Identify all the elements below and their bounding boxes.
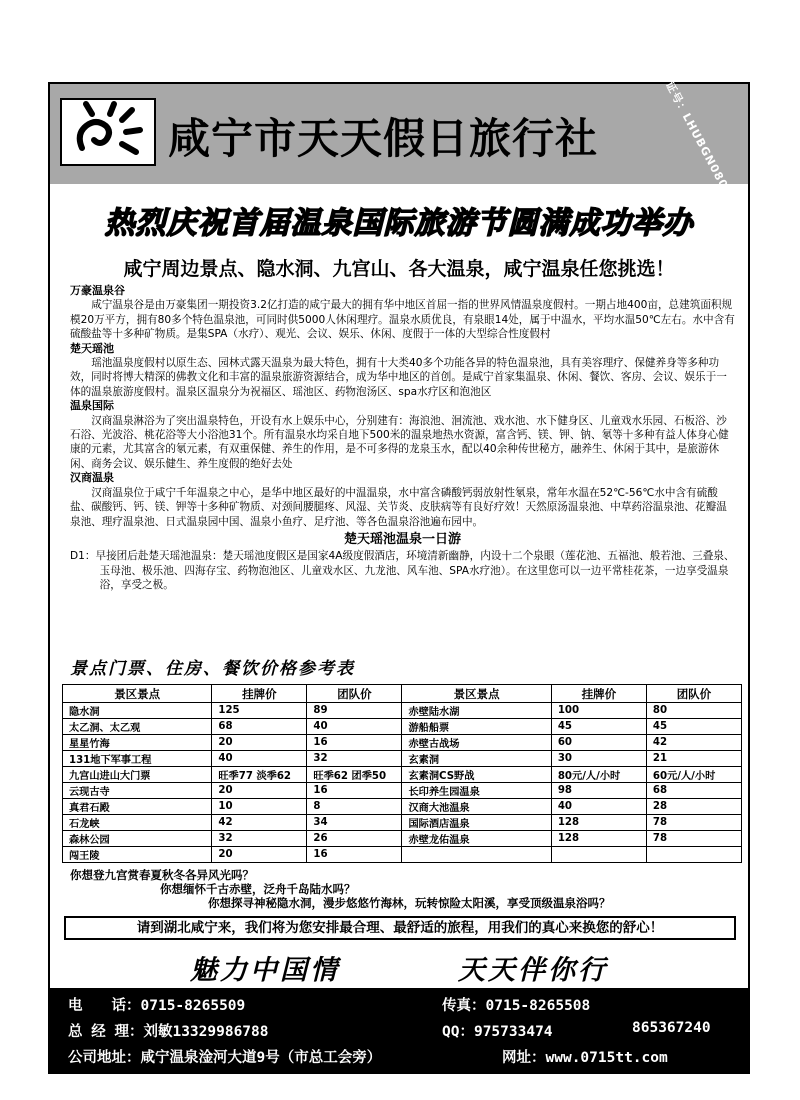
table-cell: 隐水洞	[63, 703, 212, 719]
day-tour-title: 楚天瑶池温泉一日游	[343, 531, 461, 547]
table-cell: 78	[646, 831, 741, 847]
price-table-title: 景点门票、住房、餐饮价格参考表	[70, 659, 355, 679]
table-cell: 45	[551, 719, 646, 735]
qq-line	[442, 1020, 553, 1041]
table-cell: 闯王陵	[63, 847, 212, 863]
table-cell: 国际酒店温泉	[402, 815, 551, 831]
manager-line	[68, 1020, 269, 1041]
table-cell: 42	[212, 815, 307, 831]
table-cell: 128	[551, 815, 646, 831]
table-cell: 68	[646, 783, 741, 799]
table-cell: 10	[212, 799, 307, 815]
table-cell: 20	[212, 847, 307, 863]
section-title: 温泉国际	[70, 399, 114, 413]
table-row	[63, 751, 742, 767]
table-cell: 汉商大池温泉	[402, 799, 551, 815]
section-text: 汉商温泉淋浴为了突出温泉特色，开设有水上娱乐中心，分别建有：海浪池、洄流池、戏水池、水下健身区、儿童戏水乐园、石板浴、沙石浴、光波浴、桃花浴等大小浴池31个。所有温泉水均采自地下500米的温泉地热水资源，富含钙、镁、钾、钠、氡等十多种有益人体身心健康的元素，尤其富含的氡元素，有双重保健、养生的作用，是不可多得的龙泉玉水，配以40余种传世秘方，融养生、休闲于其中，是旅游休闲、商务会议、娱乐健生、养生度假的绝好去处	[70, 414, 729, 470]
table-cell: 20	[212, 783, 307, 799]
table-cell: 游船船票	[402, 719, 551, 735]
section-international	[70, 399, 735, 471]
table-cell: 80元/人/小时	[551, 767, 646, 783]
column-header: 挂牌价	[212, 685, 307, 703]
contact-footer	[50, 988, 748, 1072]
day-tour-label: D1：	[70, 550, 96, 563]
table-cell: 玄素洞CS野战	[402, 767, 551, 783]
subtitle: 咸宁周边景点、隐水洞、九宫山、各大温泉，咸宁温泉任您挑选！	[123, 258, 675, 280]
table-cell: 125	[212, 703, 307, 719]
phone-number[interactable]: 0715-8265509	[140, 998, 246, 1014]
section-yaochi	[70, 342, 735, 400]
address: 咸宁温泉淦河大道9号（市总工会旁）	[140, 1050, 382, 1066]
table-cell: 30	[551, 751, 646, 767]
table-row	[63, 799, 742, 815]
column-header: 景区景点	[402, 685, 551, 703]
table-cell: 21	[646, 751, 741, 767]
section-title: 楚天瑶池	[70, 341, 114, 355]
promo-questions	[70, 868, 611, 910]
table-cell	[402, 847, 551, 863]
table-cell: 40	[212, 751, 307, 767]
invitation-box: 请到湖北咸宁来，我们将为您安排最合理、最舒适的旅程，用我们的真心来换您的舒心！	[64, 916, 736, 940]
section-title: 万豪温泉谷	[70, 284, 125, 297]
table-cell: 星星竹海	[63, 735, 212, 751]
phone-line	[68, 994, 245, 1015]
table-cell: 森林公园	[63, 831, 212, 847]
table-cell: 60	[551, 735, 646, 751]
festival-banner: 热烈庆祝首届温泉国际旅游节圆满成功举办	[104, 206, 694, 241]
table-cell: 旺季62 团季50	[307, 767, 402, 783]
qq-number-2[interactable]: 865367240	[632, 1020, 711, 1036]
section-text: 汉商温泉位于咸宁千年温泉之中心，是华中地区最好的中温温泉，水中富含磷酸钙弱放射性氡泉，常年水温在52℃-56℃水中含有硫酸盐、碳酸钙、钙、镁、钾等十多种矿物质、对颈间腰腿疼、风湿、关节炎、皮肤病等有良好疗效！天然原汤温泉池、中草药浴温泉池、花瓣温泉池、理疗温泉池、日式温泉园中国、温泉小鱼疗、足疗池、等各色温泉浴池遍布园中。	[70, 486, 727, 528]
manager-label: 总 经 理：	[68, 1024, 144, 1040]
agency-logo	[60, 98, 156, 166]
column-header: 景区景点	[63, 685, 212, 703]
flyer-sheet	[48, 58, 750, 1074]
license-number: 许可证号：LHUBGN08039	[651, 58, 739, 207]
table-cell: 78	[646, 815, 741, 831]
manager-name[interactable]: 刘敏13329986788	[143, 1024, 269, 1040]
table-header-row	[63, 685, 742, 703]
table-cell: 40	[551, 799, 646, 815]
agency-name: 咸宁市天天假日旅行社	[168, 114, 599, 163]
fax-label: 传真：	[442, 998, 486, 1014]
fax-number: 0715-8265508	[485, 998, 591, 1014]
table-cell: 42	[646, 735, 741, 751]
table-cell: 98	[551, 783, 646, 799]
website-label: 网址：	[502, 1050, 546, 1066]
table-cell: 太乙洞、太乙观	[63, 719, 212, 735]
table-row	[63, 735, 742, 751]
section-title: 汉商温泉	[70, 471, 114, 485]
question-line: 你想缅怀千古赤壁，泛舟千岛陆水吗？	[160, 882, 356, 896]
qq-label: QQ：	[442, 1024, 474, 1040]
price-table	[62, 684, 742, 863]
table-cell: 真君石殿	[63, 799, 212, 815]
column-header: 挂牌价	[551, 685, 646, 703]
table-cell: 九宫山进山大门票	[63, 767, 212, 783]
table-cell: 26	[307, 831, 402, 847]
table-cell: 131地下军事工程	[63, 751, 212, 767]
phone-label: 电 话：	[68, 998, 141, 1014]
table-cell: 玄素洞	[402, 751, 551, 767]
section-hanshang	[70, 471, 735, 529]
table-cell: 赤壁龙佑温泉	[402, 831, 551, 847]
table-cell: 34	[307, 815, 402, 831]
website-line	[502, 1046, 668, 1067]
table-row	[63, 767, 742, 783]
table-row	[63, 783, 742, 799]
column-header: 团队价	[307, 685, 402, 703]
table-cell: 20	[212, 735, 307, 751]
slogan-right: 天天伴你行	[458, 955, 608, 986]
question-line: 你想登九宫赏春夏秋冬各异风光吗？	[70, 868, 254, 882]
table-cell: 28	[646, 799, 741, 815]
qq-number-1[interactable]: 975733474	[473, 1024, 553, 1040]
table-cell: 100	[551, 703, 646, 719]
section-text: 咸宁温泉谷是由万豪集团一期投资3.2亿打造的咸宁最大的拥有华中地区首屈一指的世界风情温泉度假村。一期占地400亩，总建筑面积规模20万平方，拥有80多个特色温泉池，可同时供5000人休闲理疗。温泉水质优良，有泉眼14处，属于中温水，平均水温50℃左右。水中含有硫酸盐等十多种矿物质。是集SPA（水疗）、观光、会议、娱乐、休闲、度假于一体的大型综合性度假村	[70, 299, 735, 341]
table-cell: 16	[307, 735, 402, 751]
table-row	[63, 719, 742, 735]
table-cell: 16	[307, 847, 402, 863]
table-cell: 128	[551, 831, 646, 847]
table-cell: 石龙峡	[63, 815, 212, 831]
day-tour-description: 早接团后赴楚天瑶池温泉：楚天瑶池度假区是国家4A级度假酒店，环境清新幽静，内设十二个泉眼（莲花池、五福池、般若池、三叠泉、玉母池、极乐池、四海存宝、药物泡池区、儿童戏水区、九龙池、风车池、SPA水疗池）。在这里您可以一边平常桂花茶，一边享受温泉浴，享受之极。	[95, 550, 735, 592]
column-header: 团队价	[646, 685, 741, 703]
table-cell: 68	[212, 719, 307, 735]
table-row	[63, 815, 742, 831]
table-row	[63, 831, 742, 847]
table-cell: 45	[646, 719, 741, 735]
slogan-left: 魅力中国情	[190, 955, 340, 986]
address-line	[68, 1046, 381, 1067]
table-cell: 89	[307, 703, 402, 719]
table-cell: 长印养生园温泉	[402, 783, 551, 799]
website-link[interactable]: www.0715tt.com	[545, 1050, 668, 1066]
table-row	[63, 703, 742, 719]
table-cell: 8	[307, 799, 402, 815]
table-cell: 40	[307, 719, 402, 735]
table-cell: 赤壁陆水湖	[402, 703, 551, 719]
question-line: 你想探寻神秘隐水洞，漫步悠悠竹海林，玩转惊险太阳溪，享受顶级温泉浴吗？	[208, 896, 611, 910]
attraction-descriptions	[70, 284, 735, 593]
table-cell: 32	[212, 831, 307, 847]
table-cell: 赤壁古战场	[402, 735, 551, 751]
table-cell	[646, 847, 741, 863]
table-cell: 32	[307, 751, 402, 767]
day-tour-text	[70, 549, 735, 592]
section-wanhao	[70, 284, 735, 342]
table-cell: 旺季77 淡季62	[212, 767, 307, 783]
price-table-body	[63, 703, 742, 863]
sun-logo-icon	[62, 100, 150, 160]
table-cell: 80	[646, 703, 741, 719]
table-cell: 60元/人/小时	[646, 767, 741, 783]
table-row	[63, 847, 742, 863]
section-text: 瑶池温泉度假村以原生态、园林式露天温泉为最大特色，拥有十大类40多个功能各异的特色温泉池，具有美容理疗、保健养身等多种功效，同时将博大精深的佛教文化和丰富的温泉旅游资源结合，成为华中地区的首创。是咸宁首家集温泉、休闲、餐饮、客房、会议、娱乐于一体的温泉旅游度假村。温泉区温泉分为祝福区、瑶池区、药物泡汤区、spa水疗区和泡池区	[70, 357, 727, 398]
table-cell	[551, 847, 646, 863]
table-cell: 云现古寺	[63, 783, 212, 799]
fax-line	[442, 994, 590, 1015]
header-bar	[50, 58, 748, 207]
table-cell: 16	[307, 783, 402, 799]
address-label: 公司地址：	[68, 1050, 141, 1066]
